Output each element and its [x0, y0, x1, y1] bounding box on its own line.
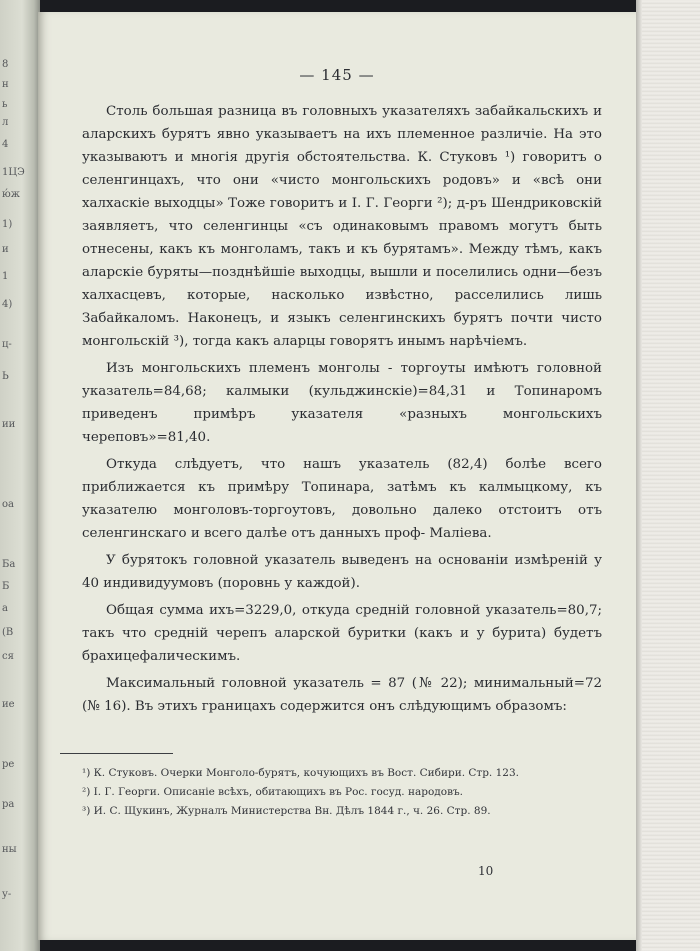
footnote: ²) І. Г. Георги. Описаніе всѣхъ, обитающихъ въ Рос. госуд. народовъ.	[82, 786, 463, 798]
facing-page-fragment: 1ЦЭ	[2, 167, 25, 178]
book-cover-edge	[636, 0, 700, 951]
facing-page-fragment: (В	[2, 627, 14, 638]
signature-mark: 10	[478, 864, 494, 878]
facing-page-fragment: 4)	[2, 299, 13, 310]
facing-page-fragment: Ба	[2, 559, 16, 570]
facing-page-fragment: ре	[2, 759, 15, 770]
facing-page-fragment: ся	[2, 651, 14, 662]
cover-edge-shadow	[636, 0, 642, 951]
paragraph: Столь большая разница въ головныхъ указателяхъ забайкальскихъ и аларскихъ бурятъ явно указываетъ на ихъ племенное различіе. На это указываютъ и многія другія обстоятельства. К. Стуковъ ¹) говоритъ о селенгинцахъ, что они «чисто монгольскихъ родовъ» и «всѣ они халхаскіе выходцы» Тоже говоритъ и І. Г. Георги ²); д-ръ Шендриковскій заявляетъ, что селенгинцы «съ одинаковымъ правомъ могутъ быть отнесены, какъ къ монголамъ, такъ и къ бурятамъ». Между тѣмъ, какъ аларскіе буряты—позднѣйшіе выходцы, вышли и поселились одни—безъ халхасцевъ, которые, насколько извѣстно, расселились лишь Забайкаломъ. Наконецъ, и языкъ селенгинскихъ бурятъ почти чисто монгольскій ³), тогда какъ аларцы говорятъ инымъ нарѣчіемъ.	[82, 104, 602, 349]
facing-page-fragment: ц-	[2, 339, 12, 350]
facing-page-fragment: 8	[2, 59, 9, 70]
facing-page-fragment: н	[2, 79, 9, 90]
book-page	[38, 12, 636, 940]
facing-page-fragment: 1)	[2, 219, 13, 230]
facing-page-fragment: Ь	[2, 371, 9, 382]
paragraph: Общая сумма ихъ=3229,0, откуда средній головной указатель=80,7; такъ что средній черепъ аларской буритки (какъ и у бурита) будетъ брахицефалическимъ.	[82, 603, 602, 664]
facing-page-fragment: ии	[2, 419, 16, 430]
facing-page-fragment: ие	[2, 699, 15, 710]
facing-page-fragment: оа	[2, 499, 14, 510]
facing-page-fragment: у-	[2, 889, 12, 900]
facing-page-fragment: и	[2, 244, 9, 255]
facing-page-fragment: л	[2, 117, 9, 128]
footnote: ¹) К. Стуковъ. Очерки Монголо-бурятъ, кочующихъ въ Вост. Сибири. Стр. 123.	[82, 767, 519, 779]
body-text	[82, 100, 602, 718]
facing-page-fragment: 1	[2, 271, 9, 282]
facing-page-fragment: ь	[2, 99, 8, 110]
paragraph: Изъ монгольскихъ племенъ монголы - торгоуты имѣютъ головной указатель=84,68; калмыки (кульджинскіе)=84,31 и Топинаромъ приведенъ примѣръ указателя «разныхъ монгольскихъ череповъ»=81,40.	[82, 361, 602, 445]
facing-page-fragment: ны	[2, 844, 17, 855]
facing-page-fragment: ра	[2, 799, 15, 810]
facing-page-edge	[0, 0, 40, 951]
paragraph: Откуда слѣдуетъ, что нашъ указатель (82,4) болѣе всего приближается къ примѣру Топинара, затѣмъ къ калмыцкому, къ указателю монголовъ-торгоутовъ, довольно далеко отстоитъ отъ селенгинскаго и всего далѣе отъ данныхъ проф- Маліева.	[82, 457, 602, 541]
paragraph: Максимальный головной указатель = 87 (№ 22); минимальный=72 (№ 16). Въ этихъ границахъ содержится онъ слѣдующимъ образомъ:	[82, 676, 602, 714]
paragraph: У бурятокъ головной указатель выведенъ на основаніи измѣреній у 40 индивидуумовъ (поровнь у каждой).	[82, 553, 602, 591]
page-number: — 145 —	[299, 66, 375, 84]
facing-page-fragment: Б	[2, 581, 10, 592]
footnote-divider	[60, 753, 173, 754]
footnote: ³) И. С. Щукинъ, Журналъ Министерства Вн. Дѣлъ 1844 г., ч. 26. Стр. 89.	[82, 805, 491, 817]
footnotes	[82, 764, 592, 821]
facing-page-fragment: ю́ж	[2, 189, 20, 200]
facing-page-fragment: а	[2, 603, 8, 614]
facing-page-fragment: 4	[2, 139, 9, 150]
